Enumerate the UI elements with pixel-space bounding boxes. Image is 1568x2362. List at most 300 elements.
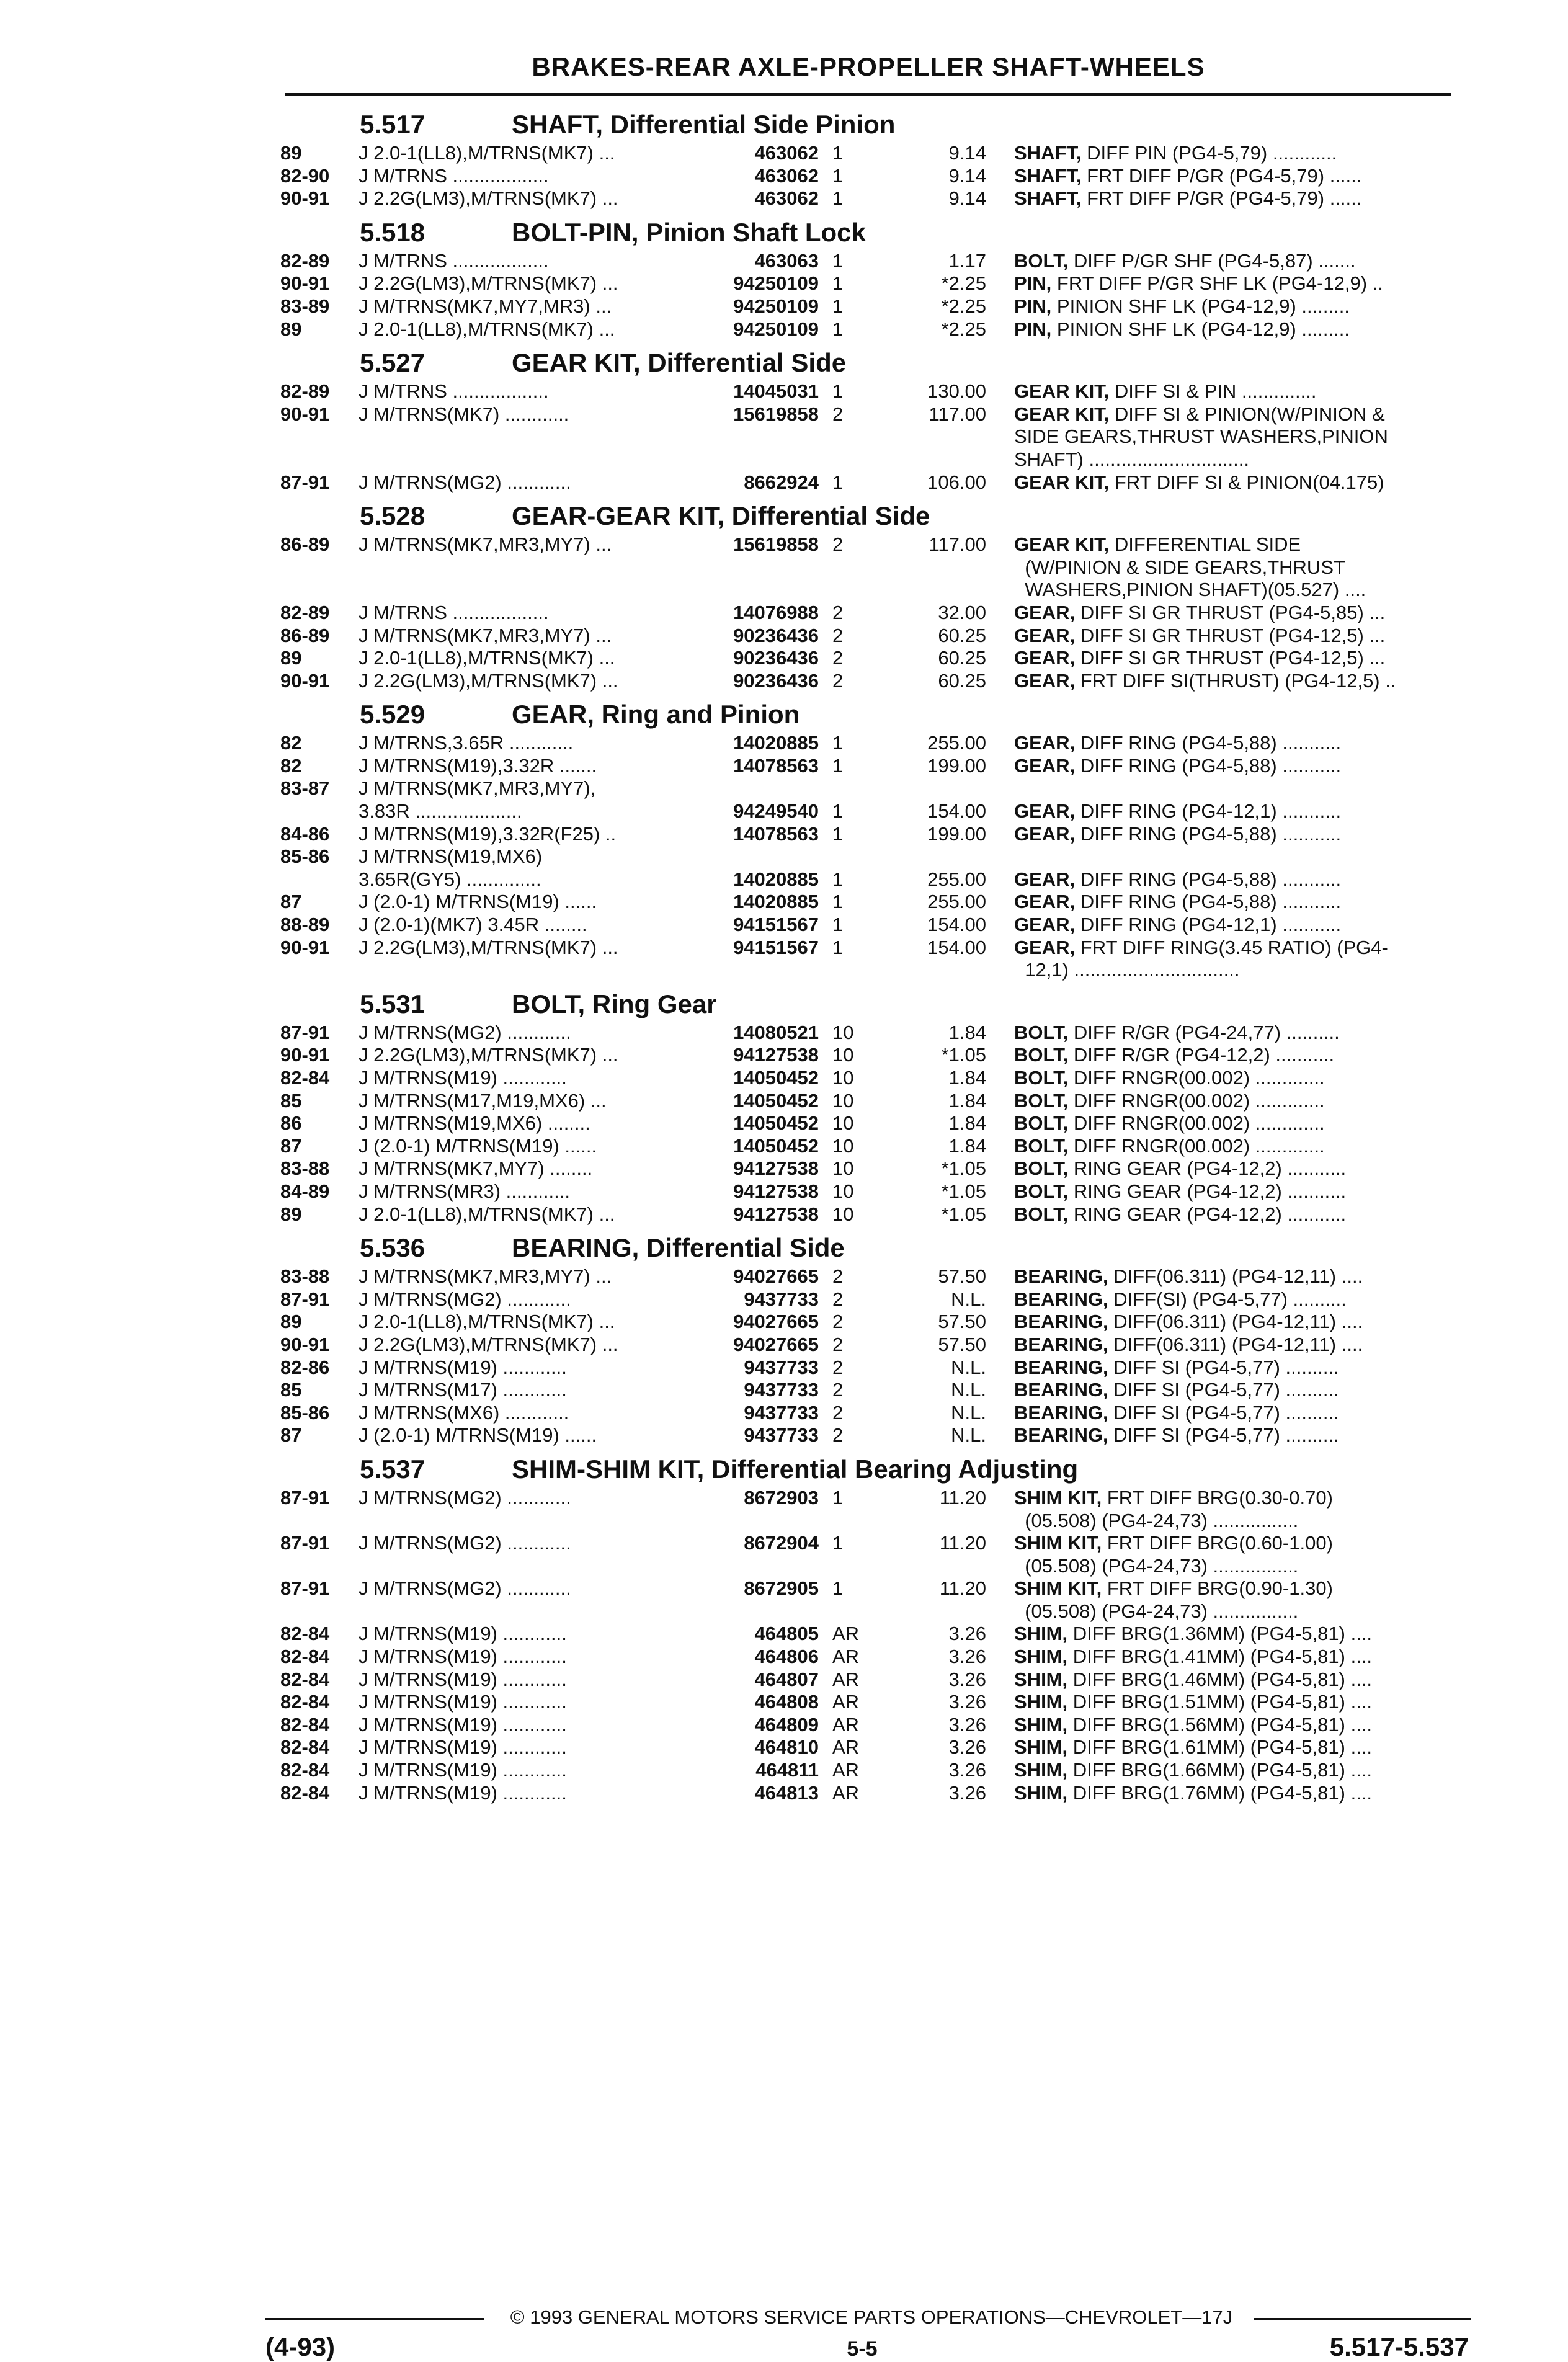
model-years: 87 <box>280 891 302 913</box>
application: J M/TRNS(MK7,MY7) ........ <box>359 1157 593 1180</box>
part-number: 14020885 <box>733 891 819 913</box>
description-noun: GEAR, <box>1014 647 1076 669</box>
list-price: *2.25 <box>941 318 986 340</box>
part-row <box>0 1265 1568 1288</box>
list-price: 3.26 <box>948 1713 986 1736</box>
description-text: DIFF RING (PG4-5,88) ........... <box>1075 891 1342 913</box>
application: J 2.0-1(LL8),M/TRNS(MK7) ... <box>359 318 615 340</box>
part-row <box>0 1623 1568 1646</box>
application: J M/TRNS(MG2) ............ <box>359 1288 571 1310</box>
part-number: 464806 <box>754 1646 819 1668</box>
page-header <box>285 51 1451 89</box>
model-years: 85-86 <box>280 1401 330 1424</box>
quantity: 10 <box>832 1089 854 1112</box>
application: J M/TRNS(M19),3.32R ....... <box>359 754 597 777</box>
part-description <box>1014 1288 1467 1311</box>
quantity: 1 <box>832 822 844 845</box>
part-description <box>1014 579 1467 601</box>
part-description <box>1014 556 1467 579</box>
list-price: 255.00 <box>927 868 986 890</box>
list-price: 9.14 <box>948 164 986 187</box>
quantity: AR <box>832 1713 860 1736</box>
part-description <box>1014 380 1467 403</box>
part-description <box>1014 1669 1467 1691</box>
application: J M/TRNS(M19),3.32R(F25) .. <box>359 822 617 845</box>
description-noun: GEAR KIT, <box>1014 533 1110 556</box>
part-row <box>0 1577 1568 1600</box>
part-row <box>0 914 1568 937</box>
part-number: 463062 <box>754 187 819 210</box>
description-noun: BEARING, <box>1014 1311 1108 1333</box>
part-description <box>1014 1090 1467 1112</box>
section-title: SHAFT, Differential Side Pinion <box>512 110 896 139</box>
application: J M/TRNS(M19) ............ <box>359 1646 567 1668</box>
application: J M/TRNS(MK7,MY7,MR3) ... <box>359 295 612 317</box>
list-price: N.L. <box>951 1424 986 1446</box>
part-row <box>0 845 1568 868</box>
quantity: 1 <box>832 868 844 890</box>
model-years: 82-89 <box>280 380 330 403</box>
list-price: 117.00 <box>929 403 986 425</box>
application: J 2.0-1(LL8),M/TRNS(MK7) ... <box>359 647 615 669</box>
description-text: FRT DIFF P/GR SHF LK (PG4-12,9) .. <box>1051 272 1383 295</box>
list-price: 1.84 <box>948 1067 986 1089</box>
part-description <box>1014 1736 1467 1758</box>
part-number: 14020885 <box>733 732 819 754</box>
part-row <box>0 1135 1568 1158</box>
list-price: 199.00 <box>927 754 986 777</box>
quantity: 2 <box>832 1424 844 1446</box>
description-noun: GEAR, <box>1014 624 1076 646</box>
part-description <box>1014 1714 1467 1736</box>
list-price: 117.00 <box>929 533 986 556</box>
model-years: 82-84 <box>280 1781 330 1804</box>
quantity: 1 <box>832 1486 844 1509</box>
part-number: 90236436 <box>733 624 819 646</box>
list-price: *1.05 <box>941 1203 986 1225</box>
description-text: DIFF BRG(1.76MM) (PG4-5,81) .... <box>1067 1781 1373 1804</box>
description-text: DIFF BRG(1.61MM) (PG4-5,81) .... <box>1067 1736 1373 1758</box>
model-years: 87-91 <box>280 1486 330 1509</box>
quantity: 1 <box>832 187 844 210</box>
part-number: 94249540 <box>733 800 819 822</box>
quantity: 2 <box>832 1356 844 1378</box>
list-price: 1.84 <box>948 1089 986 1112</box>
part-row <box>0 1402 1568 1425</box>
list-price: 1.84 <box>948 1112 986 1134</box>
quantity: 10 <box>832 1067 854 1089</box>
part-row <box>0 1090 1568 1113</box>
list-price: *1.05 <box>941 1157 986 1180</box>
description-text: FRT DIFF P/GR (PG4-5,79) ...... <box>1081 187 1362 210</box>
application: J M/TRNS(MK7,MR3,MY7) ... <box>359 1265 612 1288</box>
description-text: DIFF SI GR THRUST (PG4-5,85) ... <box>1075 601 1386 623</box>
model-years: 84-86 <box>280 822 330 845</box>
list-price: 3.26 <box>948 1759 986 1781</box>
description-noun: SHAFT, <box>1014 164 1082 187</box>
description-noun: SHAFT, <box>1014 142 1082 164</box>
part-description <box>1014 647 1467 669</box>
part-description <box>1014 1044 1467 1066</box>
part-row <box>0 647 1568 670</box>
part-description <box>1014 1759 1467 1781</box>
part-number: 9437733 <box>744 1401 819 1424</box>
part-description <box>1014 471 1467 494</box>
description-noun: GEAR, <box>1014 822 1076 845</box>
description-text: DIFF RNGR(00.002) ............. <box>1068 1134 1325 1157</box>
quantity: 1 <box>832 936 844 958</box>
quantity: 2 <box>832 1401 844 1424</box>
section-number: 5.536 <box>360 1233 425 1263</box>
part-description <box>1014 1402 1467 1424</box>
description-text: DIFF SI (PG4-5,77) .......... <box>1108 1401 1339 1424</box>
part-number: 9437733 <box>744 1356 819 1378</box>
list-price: 3.26 <box>948 1668 986 1690</box>
model-years: 89 <box>280 647 302 669</box>
section-heading <box>0 341 1568 380</box>
quantity: 10 <box>832 1180 854 1202</box>
part-number: 464807 <box>754 1668 819 1690</box>
description-noun: GEAR, <box>1014 601 1076 623</box>
model-years: 83-88 <box>280 1265 330 1288</box>
part-row <box>0 579 1568 602</box>
part-number: 15619858 <box>733 403 819 425</box>
application: J M/TRNS(M19) ............ <box>359 1713 567 1736</box>
description-noun: BEARING, <box>1014 1379 1108 1401</box>
application: J (2.0-1) M/TRNS(M19) ...... <box>359 891 597 913</box>
description-noun: GEAR, <box>1014 868 1076 890</box>
list-price: 11.20 <box>939 1577 986 1600</box>
part-row <box>0 1203 1568 1226</box>
description-noun: BOLT, <box>1014 1157 1069 1180</box>
model-years: 82-84 <box>280 1759 330 1781</box>
description-noun: BEARING, <box>1014 1356 1108 1378</box>
description-noun: PIN, <box>1014 295 1052 317</box>
part-row <box>0 800 1568 823</box>
part-number: 15619858 <box>733 533 819 556</box>
part-description <box>1014 670 1467 692</box>
part-description <box>1014 165 1467 187</box>
quantity: 2 <box>832 1311 844 1333</box>
part-row <box>0 403 1568 426</box>
description-text: DIFF RING (PG4-5,88) ........... <box>1075 822 1342 845</box>
model-years: 82-84 <box>280 1646 330 1668</box>
description-text: DIFF RNGR(00.002) ............. <box>1068 1067 1325 1089</box>
model-years: 82-84 <box>280 1713 330 1736</box>
model-years: 87-91 <box>280 1532 330 1554</box>
description-noun: BOLT, <box>1014 1067 1069 1089</box>
part-description <box>1014 732 1467 754</box>
list-price: 57.50 <box>938 1265 986 1288</box>
list-price: 57.50 <box>938 1311 986 1333</box>
part-row <box>0 937 1568 960</box>
section-title: BOLT, Ring Gear <box>512 989 717 1018</box>
description-noun: GEAR, <box>1014 754 1076 777</box>
description-noun: BOLT, <box>1014 1134 1069 1157</box>
part-description <box>1014 625 1467 647</box>
part-number: 463063 <box>754 249 819 272</box>
model-years: 87-91 <box>280 471 330 493</box>
part-row <box>0 1782 1568 1805</box>
part-row <box>0 165 1568 188</box>
part-description <box>1014 1782 1467 1804</box>
description-text: FRT DIFF SI(THRUST) (PG4-12,5) .. <box>1075 669 1396 692</box>
description-noun: BOLT, <box>1014 1203 1069 1225</box>
model-years: 82-84 <box>280 1623 330 1645</box>
list-price: N.L. <box>951 1356 986 1378</box>
part-row <box>0 891 1568 914</box>
part-number: 94127538 <box>733 1044 819 1066</box>
description-text: DIFF SI (PG4-5,77) .......... <box>1108 1379 1339 1401</box>
model-years: 87 <box>280 1134 302 1157</box>
description-text: (05.508) (PG4-24,73) ................ <box>1014 1509 1299 1531</box>
part-description <box>1014 295 1467 318</box>
part-description <box>1014 1135 1467 1157</box>
description-text: PINION SHF LK (PG4-12,9) ......... <box>1051 318 1350 340</box>
description-text: DIFF SI (PG4-5,77) .......... <box>1108 1356 1339 1378</box>
quantity: 1 <box>832 1577 844 1600</box>
application: J M/TRNS(M19) ............ <box>359 1623 567 1645</box>
part-number: 14080521 <box>733 1021 819 1043</box>
model-years: 90-91 <box>280 669 330 692</box>
list-price: *2.25 <box>941 272 986 295</box>
part-description <box>1014 1424 1467 1446</box>
description-text: DIFF(06.311) (PG4-12,11) .... <box>1108 1333 1363 1355</box>
part-number: 14078563 <box>733 754 819 777</box>
part-description <box>1014 1646 1467 1668</box>
list-price: *2.25 <box>941 295 986 317</box>
part-row <box>0 959 1568 982</box>
part-number: 464810 <box>754 1736 819 1758</box>
quantity: 1 <box>832 891 844 913</box>
list-price: N.L. <box>951 1288 986 1310</box>
model-years: 89 <box>280 318 302 340</box>
list-price: 154.00 <box>927 800 986 822</box>
part-number: 8672905 <box>744 1577 819 1600</box>
quantity: AR <box>832 1646 860 1668</box>
part-row <box>0 1044 1568 1067</box>
list-price: 11.20 <box>939 1486 986 1509</box>
description-noun: GEAR KIT, <box>1014 403 1110 425</box>
description-noun: SHIM, <box>1014 1668 1068 1690</box>
list-price: 1.84 <box>948 1021 986 1043</box>
part-number: 94127538 <box>733 1157 819 1180</box>
part-number: 8672904 <box>744 1532 819 1554</box>
model-years: 82-90 <box>280 164 330 187</box>
part-row <box>0 1691 1568 1714</box>
quantity: 10 <box>832 1044 854 1066</box>
part-description <box>1014 1510 1467 1532</box>
quantity: 1 <box>832 249 844 272</box>
description-text: RING GEAR (PG4-12,2) ........... <box>1068 1203 1347 1225</box>
model-years: 84-89 <box>280 1180 330 1202</box>
description-text: FRT DIFF BRG(0.30-0.70) <box>1102 1486 1333 1509</box>
description-noun: SHAFT, <box>1014 187 1082 210</box>
application: J M/TRNS(MG2) ............ <box>359 1486 571 1509</box>
application: J M/TRNS(MG2) ............ <box>359 1021 571 1043</box>
list-price: 3.26 <box>948 1781 986 1804</box>
part-row <box>0 426 1568 448</box>
description-text: DIFF RING (PG4-12,1) ........... <box>1075 800 1342 822</box>
part-description <box>1014 755 1467 777</box>
quantity: 1 <box>832 272 844 295</box>
model-years: 87 <box>280 1424 302 1446</box>
model-years: 87-91 <box>280 1577 330 1600</box>
quantity: 2 <box>832 533 844 556</box>
list-price: *1.05 <box>941 1180 986 1202</box>
description-noun: PIN, <box>1014 318 1052 340</box>
section-heading <box>0 210 1568 250</box>
application: J (2.0-1) M/TRNS(M19) ...... <box>359 1134 597 1157</box>
part-row <box>0 1714 1568 1737</box>
description-text: (05.508) (PG4-24,73) ................ <box>1014 1600 1299 1622</box>
description-noun: SHIM, <box>1014 1713 1068 1736</box>
application: J M/TRNS(M19) ............ <box>359 1356 567 1378</box>
section-heading <box>0 102 1568 142</box>
part-row <box>0 602 1568 625</box>
model-years: 82-89 <box>280 601 330 623</box>
application: J M/TRNS(M19,MX6) ........ <box>359 1112 590 1134</box>
list-price: 106.00 <box>927 471 986 493</box>
part-number: 464813 <box>754 1781 819 1804</box>
part-row <box>0 823 1568 846</box>
part-description <box>1014 1334 1467 1356</box>
part-description <box>1014 1311 1467 1333</box>
list-price: 130.00 <box>927 380 986 403</box>
part-description <box>1014 1067 1467 1089</box>
part-description <box>1014 403 1467 426</box>
quantity: 10 <box>832 1203 854 1225</box>
quantity: AR <box>832 1691 860 1713</box>
part-number: 14050452 <box>733 1067 819 1089</box>
description-noun: SHIM, <box>1014 1736 1068 1758</box>
part-row <box>0 1157 1568 1180</box>
description-noun: SHIM, <box>1014 1759 1068 1781</box>
description-text: SIDE GEARS,THRUST WASHERS,PINION <box>1014 426 1388 448</box>
description-text: SHAFT) .............................. <box>1014 448 1249 470</box>
description-text: RING GEAR (PG4-12,2) ........... <box>1068 1180 1347 1202</box>
section-number: 5.527 <box>360 348 425 378</box>
description-text: DIFF BRG(1.56MM) (PG4-5,81) .... <box>1067 1713 1373 1736</box>
description-text: WASHERS,PINION SHAFT)(05.527) .... <box>1014 579 1366 601</box>
description-noun: BOLT, <box>1014 1021 1069 1043</box>
description-text: DIFFERENTIAL SIDE <box>1109 533 1301 556</box>
model-years: 82-89 <box>280 249 330 272</box>
model-years: 90-91 <box>280 1333 330 1355</box>
footer-section-range: 5.517-5.537 <box>1329 2332 1469 2361</box>
description-text: FRT DIFF BRG(0.60-1.00) <box>1102 1532 1333 1554</box>
part-number: 463062 <box>754 142 819 164</box>
part-number: 94151567 <box>733 936 819 958</box>
list-price: 255.00 <box>927 732 986 754</box>
list-price: 9.14 <box>948 187 986 210</box>
application: J M/TRNS(M19) ............ <box>359 1691 567 1713</box>
application: J M/TRNS .................. <box>359 249 549 272</box>
part-row <box>0 471 1568 494</box>
model-years: 85 <box>280 1089 302 1112</box>
description-noun: BEARING, <box>1014 1401 1108 1424</box>
application: J M/TRNS(M17,M19,MX6) ... <box>359 1089 607 1112</box>
part-description <box>1014 272 1467 295</box>
model-years: 89 <box>280 1311 302 1333</box>
part-row <box>0 1424 1568 1447</box>
list-price: 199.00 <box>927 822 986 845</box>
part-row <box>0 1311 1568 1334</box>
part-description <box>1014 1623 1467 1645</box>
application: J M/TRNS(MG2) ............ <box>359 1577 571 1600</box>
quantity: 10 <box>832 1157 854 1180</box>
application: J 2.2G(LM3),M/TRNS(MK7) ... <box>359 669 618 692</box>
footer-page-number: 5-5 <box>847 2337 878 2361</box>
application: J M/TRNS(MK7,MR3,MY7) ... <box>359 533 612 556</box>
part-description <box>1014 426 1467 448</box>
quantity: 1 <box>832 914 844 936</box>
description-text: DIFF(SI) (PG4-5,77) .......... <box>1108 1288 1347 1310</box>
quantity: 2 <box>832 1333 844 1355</box>
part-row <box>0 732 1568 755</box>
part-number: 94250109 <box>733 318 819 340</box>
model-years: 82-84 <box>280 1668 330 1690</box>
list-price: 1.17 <box>948 249 986 272</box>
description-text: DIFF(06.311) (PG4-12,11) .... <box>1108 1311 1363 1333</box>
parts-list <box>0 102 1568 1804</box>
description-noun: GEAR, <box>1014 914 1076 936</box>
application: J (2.0-1)(MK7) 3.45R ........ <box>359 914 587 936</box>
model-years: 82-84 <box>280 1736 330 1758</box>
part-row <box>0 777 1568 800</box>
part-row <box>0 1067 1568 1090</box>
model-years: 82-84 <box>280 1067 330 1089</box>
model-years: 86-89 <box>280 624 330 646</box>
description-text: DIFF SI & PIN .............. <box>1109 380 1317 403</box>
description-noun: BOLT, <box>1014 1044 1069 1066</box>
quantity: 10 <box>832 1112 854 1134</box>
model-years: 90-91 <box>280 272 330 295</box>
quantity: 1 <box>832 318 844 340</box>
description-text: (W/PINION & SIDE GEARS,THRUST <box>1014 556 1345 578</box>
part-description <box>1014 1379 1467 1401</box>
section-number: 5.529 <box>360 700 425 729</box>
part-row <box>0 556 1568 579</box>
description-text: FRT DIFF RING(3.45 RATIO) (PG4- <box>1075 936 1388 958</box>
description-noun: SHIM, <box>1014 1691 1068 1713</box>
application: J M/TRNS(M19,MX6) <box>359 845 543 868</box>
part-description <box>1014 250 1467 272</box>
part-row <box>0 1022 1568 1045</box>
part-description <box>1014 1577 1467 1600</box>
list-price: 154.00 <box>927 914 986 936</box>
model-years: 82 <box>280 754 302 777</box>
model-years: 82 <box>280 732 302 754</box>
description-text: DIFF RNGR(00.002) ............. <box>1068 1112 1325 1134</box>
application: J M/TRNS(M19) ............ <box>359 1736 567 1758</box>
section-heading <box>0 1226 1568 1265</box>
list-price: 1.84 <box>948 1134 986 1157</box>
description-text: DIFF SI GR THRUST (PG4-12,5) ... <box>1075 647 1386 669</box>
part-row <box>0 250 1568 273</box>
application: J M/TRNS(MK7,MR3,MY7), <box>359 777 596 800</box>
model-years: 83-88 <box>280 1157 330 1180</box>
part-description <box>1014 891 1467 913</box>
quantity: 2 <box>832 1265 844 1288</box>
part-number: 94027665 <box>733 1311 819 1333</box>
list-price: 154.00 <box>927 936 986 958</box>
part-row <box>0 272 1568 295</box>
part-number: 9437733 <box>744 1379 819 1401</box>
part-row <box>0 1669 1568 1691</box>
application: J M/TRNS .................. <box>359 601 549 623</box>
part-row <box>0 625 1568 648</box>
